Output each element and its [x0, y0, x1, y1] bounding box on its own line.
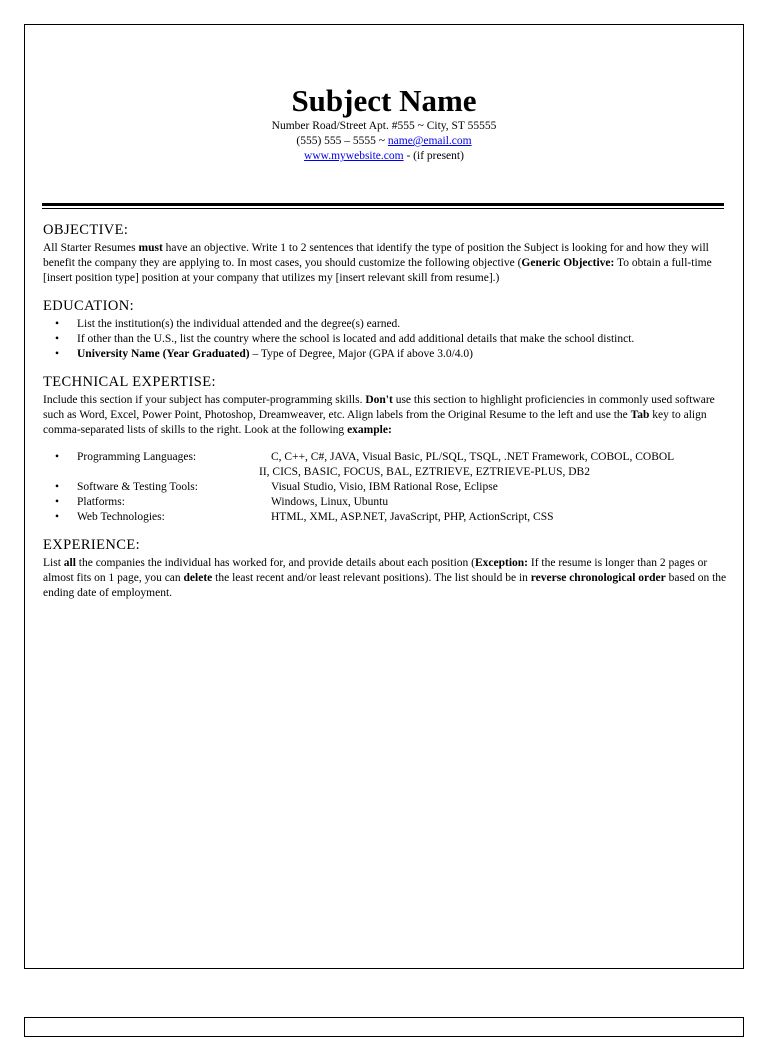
- bullet: •: [55, 451, 60, 463]
- skill-label: Platforms:: [77, 496, 125, 508]
- next-page: [24, 1017, 744, 1037]
- skill-value: [259, 495, 719, 510]
- skill-value-text: Windows, Linux, Ubuntu: [271, 496, 389, 508]
- objective-bold-1: must: [138, 242, 163, 254]
- technical-text: [43, 393, 727, 438]
- objective-heading: OBJECTIVE:: [43, 222, 129, 238]
- skill-row: [43, 450, 727, 465]
- skill-row: [43, 495, 727, 510]
- skill-value: [259, 450, 719, 465]
- experience-section: [43, 536, 727, 601]
- bullet: •: [55, 318, 60, 330]
- bullet: •: [55, 496, 60, 508]
- technical-section: [43, 373, 727, 525]
- resume-page: [24, 24, 744, 969]
- skill-label: Software & Testing Tools:: [77, 481, 198, 493]
- resume-header: [25, 83, 743, 164]
- skill-value-line-1: C, C++, C#, JAVA, Visual Basic, PL/SQL, TSQL, .NET Framework, COBOL, COBOL: [271, 451, 675, 463]
- technical-heading: TECHNICAL EXPERTISE:: [43, 374, 216, 390]
- skill-row-continuation: [43, 465, 727, 480]
- experience-bold-3: delete: [183, 572, 213, 584]
- skills-list: [43, 450, 727, 525]
- experience-text-1: List: [43, 557, 64, 569]
- experience-text: [43, 556, 727, 601]
- experience-text-5: based on the ending date of employment.: [43, 572, 727, 599]
- phone-email-line: [25, 134, 743, 149]
- bullet: •: [55, 481, 60, 493]
- experience-text-4: the least recent and/or least relevant positions). The list should be in: [212, 572, 531, 584]
- email-link[interactable]: name@email.com: [387, 135, 472, 147]
- skill-value: [259, 510, 719, 525]
- technical-text-2: use this section to highlight proficiencies in commonly used software such as Word, Excel, Power Point, Photoshop, Dreamweaver, etc. Align labels from the Original Resume to the left and use the: [43, 394, 715, 421]
- university-name: University Name (Year Graduated): [77, 348, 250, 360]
- objective-text-1: All Starter Resumes: [43, 242, 139, 254]
- education-heading: EDUCATION:: [43, 298, 134, 314]
- experience-bold-4: reverse chronological order: [530, 572, 666, 584]
- skill-row: [43, 510, 727, 525]
- skill-label: Web Technologies:: [77, 511, 165, 523]
- skill-label: Programming Languages:: [77, 451, 197, 463]
- skill-value-text: HTML, XML, ASP.NET, JavaScript, PHP, ActionScript, CSS: [271, 511, 554, 523]
- experience-heading: EXPERIENCE:: [43, 537, 141, 553]
- website-note: - (if present): [403, 150, 464, 162]
- bullet: •: [55, 333, 60, 345]
- bullet: •: [55, 348, 60, 360]
- website-line: [25, 149, 743, 164]
- website-link[interactable]: www.mywebsite.com: [304, 150, 404, 162]
- resume-body: [43, 221, 727, 612]
- education-list: [43, 317, 727, 362]
- subject-name: Subject Name: [291, 83, 477, 118]
- list-item: [43, 317, 727, 332]
- experience-bold-1: all: [63, 557, 76, 569]
- list-item-text: If other than the U.S., list the country where the school is located and add additional details that make the school distinct.: [77, 333, 635, 345]
- experience-text-3: If the resume is longer than 2 pages or almost fits on 1 page, you can: [43, 557, 708, 584]
- objective-section: [43, 221, 727, 286]
- degree-details: – Type of Degree, Major (GPA if above 3.0/4.0): [249, 348, 473, 360]
- skill-value-text: Visual Studio, Visio, IBM Rational Rose, Eclipse: [271, 481, 498, 493]
- header-divider-thick: [42, 203, 724, 206]
- skill-value: [259, 480, 719, 495]
- technical-text-1: Include this section if your subject has computer-programming skills.: [43, 394, 366, 406]
- list-item: [43, 332, 727, 347]
- bullet: •: [55, 511, 60, 523]
- technical-text-3: key to align comma-separated lists of skills to the right. Look at the following: [43, 409, 707, 436]
- experience-bold-2: Exception:: [474, 557, 528, 569]
- address-line: Number Road/Street Apt. #555 ~ City, ST 55555: [271, 120, 497, 132]
- technical-bold-1: Don't: [365, 394, 393, 406]
- list-item: [43, 347, 727, 362]
- objective-text-2: have an objective. Write 1 to 2 sentences that identify the type of position the Subject is looking for and how they will benefit the company they are applying to. In most cases, you should customize the following objective (: [43, 242, 709, 269]
- experience-text-2: the companies the individual has worked for, and provide details about each position (: [75, 557, 475, 569]
- phone-text: (555) 555 – 5555 ~: [296, 135, 388, 147]
- objective-text-3: To obtain a full-time [insert position type] position at your company that utilizes my [insert relevant skill from resume].): [43, 257, 712, 284]
- technical-bold-2: Tab: [630, 409, 650, 421]
- header-divider-thin: [42, 208, 724, 209]
- technical-bold-3: example:: [347, 424, 392, 436]
- education-section: [43, 297, 727, 362]
- skill-value-line-2: II, CICS, BASIC, FOCUS, BAL, EZTRIEVE, EZTRIEVE-PLUS, DB2: [259, 466, 590, 478]
- skill-row: [43, 480, 727, 495]
- list-item-text: List the institution(s) the individual attended and the degree(s) earned.: [77, 318, 401, 330]
- objective-bold-2: Generic Objective:: [521, 257, 615, 269]
- objective-text: [43, 241, 727, 286]
